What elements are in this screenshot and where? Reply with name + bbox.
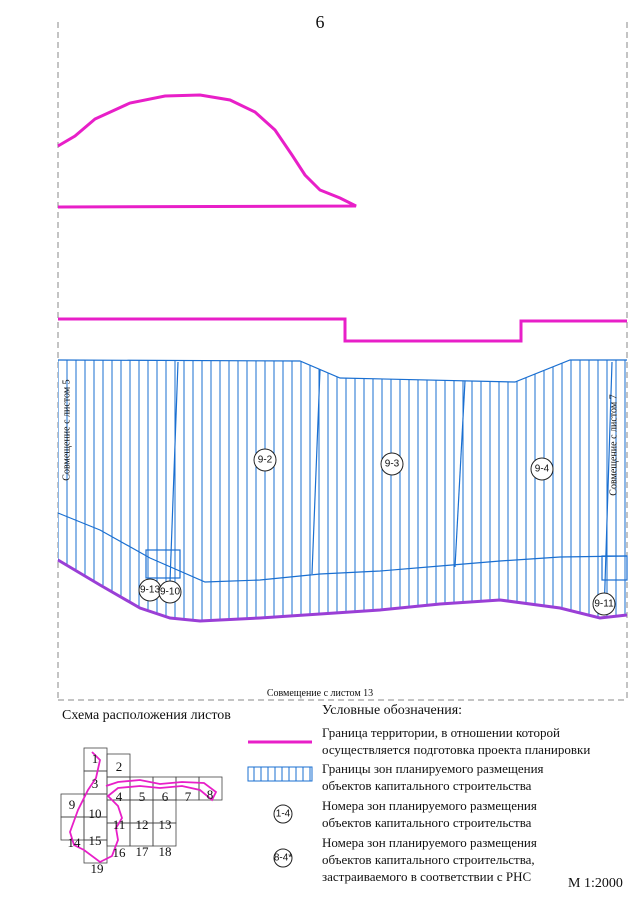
matchline-label-left: Совмещение с листом 5	[61, 379, 73, 481]
sheet-number: 16	[112, 845, 126, 860]
sheet-number: 3	[91, 776, 99, 791]
sheet-number: 19	[90, 861, 104, 876]
legend-symbol-label-rns: 8-4*	[273, 852, 293, 864]
sheet-number: 8	[206, 787, 214, 802]
scale-label: М 1:2000	[568, 876, 623, 891]
matchline-label-bottom: Совмещение с листом 13	[266, 688, 374, 699]
zone-label-9-11: 9-11	[594, 598, 614, 610]
territory-boundary-north	[58, 95, 356, 207]
zone-top-edge	[58, 360, 627, 382]
zone-label-9-3: 9-3	[384, 458, 400, 470]
sheet-number: 4	[115, 789, 123, 804]
zone-label-9-2: 9-2	[257, 454, 273, 466]
page-number: 6	[315, 12, 325, 32]
legend-zone-symbol	[248, 767, 312, 781]
sheet-number: 11	[112, 817, 126, 832]
sheet-number: 7	[184, 789, 192, 804]
sheet-number: 12	[135, 817, 149, 832]
sheet-number: 14	[67, 835, 81, 850]
sheet-number: 10	[88, 806, 102, 821]
territory-boundary-middle	[58, 319, 627, 341]
sheet-number: 17	[135, 844, 149, 859]
zone-label-9-13: 9-13	[139, 584, 161, 596]
legend-item-zone: Границы зон планируемого размещения объектов капитального строительства	[322, 761, 544, 793]
sheet-number: 5	[138, 789, 146, 804]
zone-label-9-10: 9-10	[159, 586, 181, 598]
sheet-number: 6	[161, 789, 169, 804]
sheet-number: 18	[158, 844, 172, 859]
sheet-number: 9	[68, 797, 76, 812]
sheet-number: 1	[91, 751, 99, 766]
zone-label-9-4: 9-4	[534, 463, 550, 475]
sheet-number: 15	[88, 833, 102, 848]
sheet-number: 13	[158, 817, 172, 832]
legend-symbol-label: 1-4	[275, 808, 291, 820]
matchline-label-right: Совмещение с листом 7	[608, 394, 620, 496]
zone-divider-1	[170, 362, 178, 582]
sheet-number: 2	[115, 759, 123, 774]
legend-item-zone-number: Номера зон планируемого размещения объектов капитального строительства	[322, 798, 537, 830]
legend-item-boundary: Граница территории, в отношении которой осуществляется подготовка проекта планировки	[322, 725, 591, 757]
legend-item-rns: Номера зон планируемого размещения объектов капитального строительства, застраиваемого в соответствии с РНС	[322, 835, 537, 884]
scheme-title: Схема расположения листов	[62, 708, 231, 723]
zone-inner-edge	[58, 513, 627, 582]
legend-title: Условные обозначения:	[322, 703, 463, 718]
